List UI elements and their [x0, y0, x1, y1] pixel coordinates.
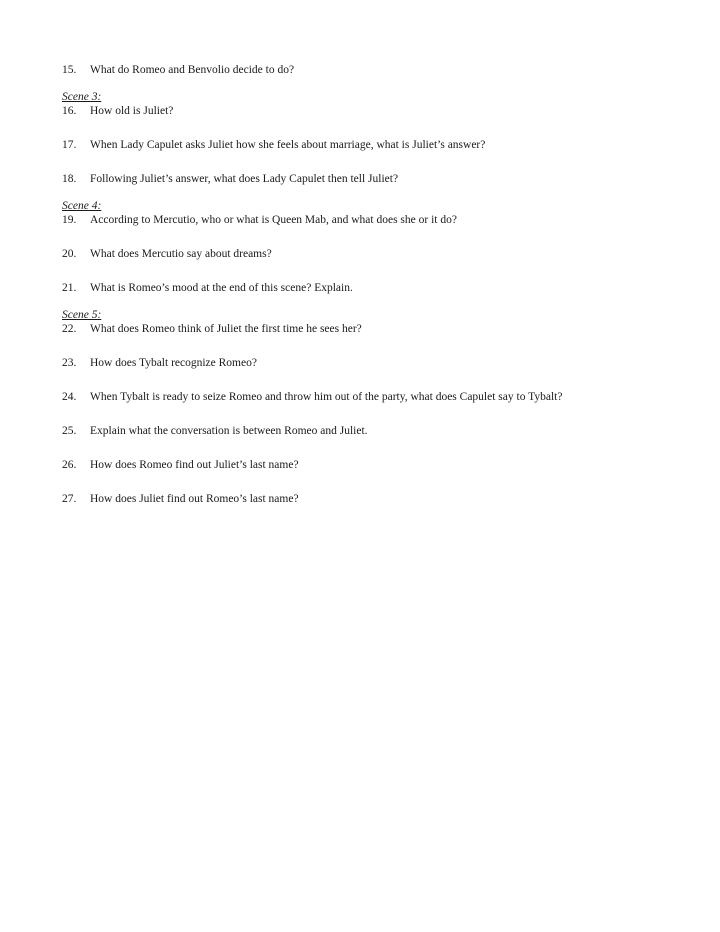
- question-number: 20.: [62, 248, 77, 260]
- scene-5-heading: Scene 5:: [62, 309, 102, 321]
- question-text: What does Mercutio say about dreams?: [90, 248, 272, 260]
- question-number: 15.: [62, 64, 77, 76]
- scene-4-heading: Scene 4:: [62, 200, 102, 212]
- question-text: When Tybalt is ready to seize Romeo and throw him out of the party, what does Capulet say to Tybalt?: [90, 391, 563, 403]
- question-text: What do Romeo and Benvolio decide to do?: [90, 64, 295, 76]
- question-number: 23.: [62, 357, 77, 369]
- question-text: How does Tybalt recognize Romeo?: [90, 357, 257, 369]
- question-25: [62, 424, 662, 438]
- question-number: 21.: [62, 282, 77, 294]
- question-number: 25.: [62, 425, 77, 437]
- question-21: [62, 281, 662, 295]
- question-number: 18.: [62, 173, 77, 185]
- question-text: According to Mercutio, who or what is Queen Mab, and what does she or it do?: [90, 214, 457, 226]
- scene-3-heading: Scene 3:: [62, 91, 102, 103]
- question-number: 24.: [62, 391, 77, 403]
- question-17: [62, 138, 662, 152]
- question-22: [62, 322, 662, 336]
- question-text: How does Juliet find out Romeo’s last name?: [90, 493, 299, 505]
- question-number: 17.: [62, 139, 77, 151]
- question-18: [62, 172, 662, 186]
- question-text: Explain what the conversation is between Romeo and Juliet.: [90, 425, 368, 437]
- question-list: [62, 63, 662, 506]
- question-15: [62, 63, 662, 77]
- question-23: [62, 356, 662, 370]
- question-19: [62, 213, 662, 227]
- question-number: 27.: [62, 493, 77, 505]
- question-number: 22.: [62, 323, 77, 335]
- question-number: 26.: [62, 459, 77, 471]
- question-text: When Lady Capulet asks Juliet how she feels about marriage, what is Juliet’s answer?: [90, 139, 486, 151]
- question-text: How does Romeo find out Juliet’s last name?: [90, 459, 299, 471]
- question-number: 19.: [62, 214, 77, 226]
- question-24: [62, 390, 662, 404]
- question-text: How old is Juliet?: [90, 105, 174, 117]
- question-16: [62, 104, 662, 118]
- question-20: [62, 247, 662, 261]
- question-text: Following Juliet’s answer, what does Lady Capulet then tell Juliet?: [90, 173, 399, 185]
- question-27: [62, 492, 662, 506]
- question-26: [62, 458, 662, 472]
- question-text: What does Romeo think of Juliet the first time he sees her?: [90, 323, 362, 335]
- question-number: 16.: [62, 105, 77, 117]
- question-text: What is Romeo’s mood at the end of this scene? Explain.: [90, 282, 353, 294]
